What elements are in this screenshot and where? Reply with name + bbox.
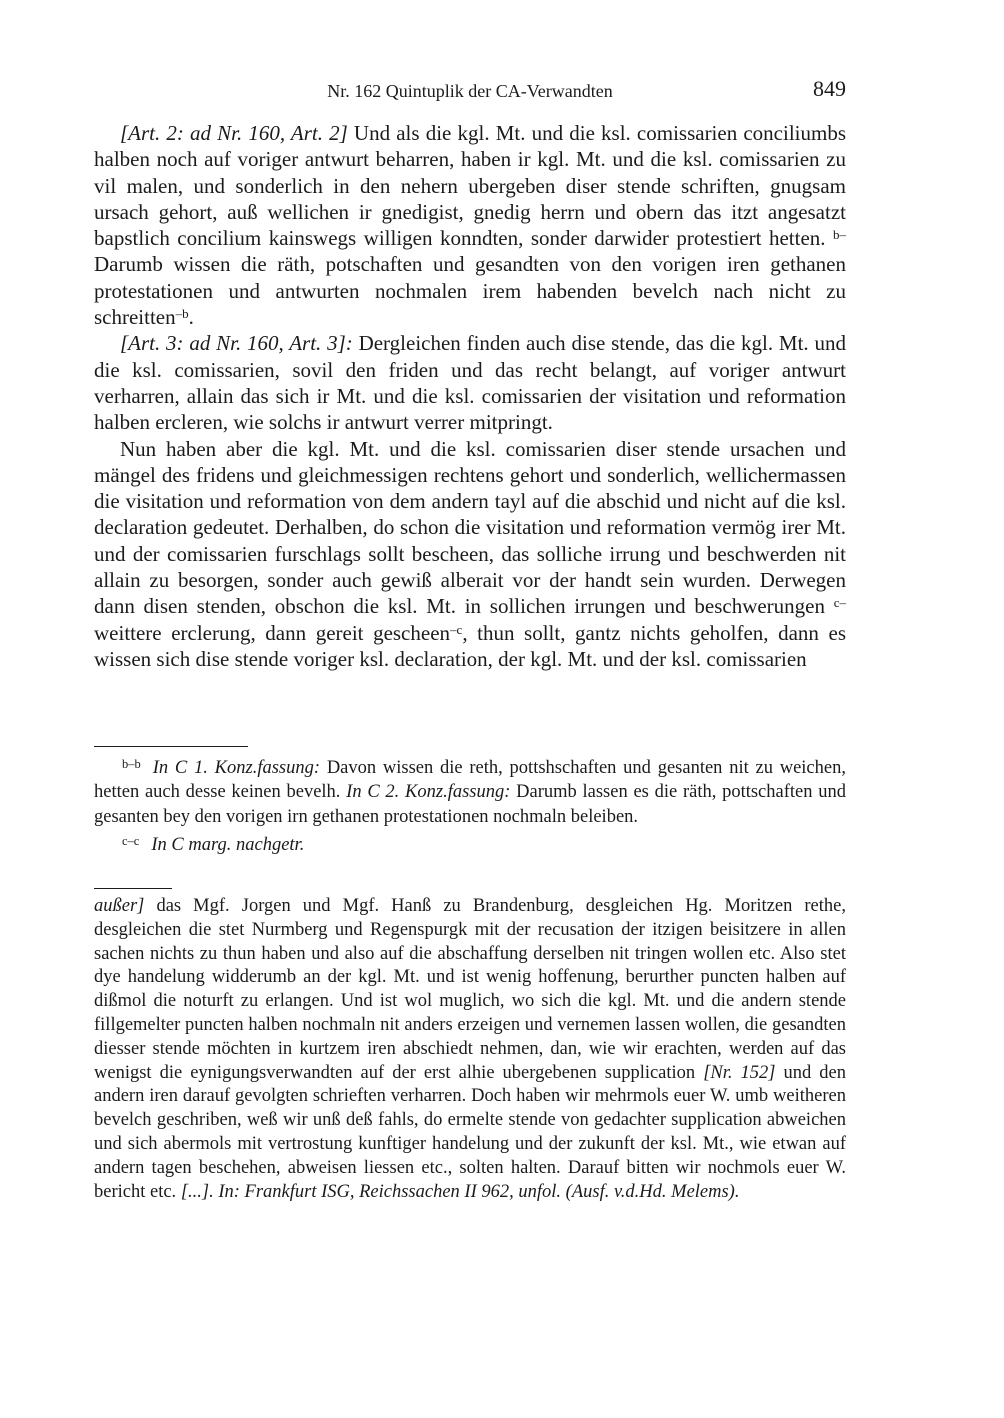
- footnote-source: In C 1. Konz.fassung:: [152, 758, 321, 778]
- footnote-source: In C marg. nachgetr.: [151, 835, 305, 856]
- document-reference: [Nr. 152]: [703, 1062, 776, 1083]
- running-title: Nr. 162 Quintuplik der CA-Verwandten: [327, 81, 613, 101]
- footnote-source: In C 2. Konz.fassung:: [346, 782, 511, 803]
- commentary-lemma: außer]: [94, 896, 145, 916]
- article-reference: [Art. 2: ad Nr. 160, Art. 2]: [120, 121, 348, 145]
- commentary-text: und den andern iren darauf gevolgten schrieften verharren. Doch haben wir mehrmols euer W. umb weitheren bevelch geschriben, weß wir unß deß fahls, do ermelte stende von gedachter supplication abweichen und sich abermols mit vertrostung kunftiger handelung und der zukunft der ksl. Mt., wie etwan auf andern tagen beschehen, abweisen liessen etc., solten halten. Darauf bitten wir nochmols euer W. bericht etc.: [94, 1062, 847, 1202]
- footnote-mark-b-close: –b: [175, 306, 189, 322]
- textual-footnotes: [94, 752, 846, 858]
- footnote-mark-c-open: c–: [833, 595, 846, 611]
- running-head: [94, 76, 846, 107]
- paragraph-art-2: [94, 120, 846, 330]
- footnote-mark-c-close: –c: [450, 621, 463, 637]
- footnote-label: b–b: [122, 757, 141, 771]
- commentary-text: das Mgf. Jorgen und Mgf. Hanß zu Brandenburg, desgleichen Hg. Moritzen rethe, desgleichen die stet Nurmberg und Regenspurgk mit der recusation der itzigen beisitzere in allen sachen nichts zu thun haben und also auf die abschaffung derselben nit tringen wollen etc. Also stet dye handelung widderumb an der kgl. Mt. und ist wenig hoffenung, berurther puncten halben auf dißmol die noturft zu erlangen. Und ist wol muglich, wo sich die kgl. Mt. und die andern stende fillgemelter puncten halben nochmaln nit anders erzeigen und vernemen lassen wollen, die gesandten diesser stende möchten in kurtzem iren abschiedt nehmen, dan, wie wir erachten, werden auf das wenigst die eynigungsverwandten auf der erst alhie ubergebenen supplication: [94, 896, 846, 1083]
- commentary-paragraph: [94, 895, 846, 1204]
- paragraph-text: Dergleichen finden auch dise stende, das die kgl. Mt. und die ksl. comissarien, sovil den friden und das recht belangt, auf voriger antwurt verharren, allain das sich ir Mt. und die ksl. comissarien der visitation und reformation halben ercleren, wie solchs ir antwurt verrer mitpringt.: [94, 331, 846, 435]
- main-text: [94, 120, 846, 672]
- paragraph-text: Und als die kgl. Mt. und die ksl. comissarien conciliumbs halben noch auf voriger antwurt beharren, haben ir kgl. Mt. und die ksl. comissarien zu vil malen, und sonderlich in den nehern ubergeben diser stende schriften, gnugsam ursach gehort, auß wellichen ir gnedigist, gnedig herrn und obern das itzt angesatzt bapstlich concilium kainswegs willigen konndten, sonder darwider protestiert hetten.: [94, 121, 847, 251]
- variant-text: weittere erclerung, dann gereit gescheen: [94, 620, 451, 645]
- commentary-rule: [94, 888, 172, 889]
- footnote-text: Darumb lassen es die räth, pottschaften und gesanten bey den vorigen irn gethanen protestationen nochmaln beleiben.: [94, 782, 846, 827]
- paragraph-end: .: [188, 305, 194, 330]
- paragraph-art-3: [94, 330, 846, 435]
- paragraph-nun-haben: [94, 436, 846, 673]
- paragraph-text: , thun sollt, gantz nichts geholfen, dann es wissen sich dise stende voriger ksl. declaration, der kgl. Mt. und der ksl. comissarien: [94, 620, 846, 671]
- footnote-text: Davon wissen die reth, pottshschaften und gesanten nit zu weichen, hetten auch desse keinen bevelh.: [94, 758, 846, 803]
- archival-source: [...]. In: Frankfurt ISG, Reichssachen II 962, unfol. (Ausf. v.d.Hd. Melems).: [180, 1181, 740, 1202]
- footnote-c: [94, 829, 846, 857]
- paragraph-text: Nun haben aber die kgl. Mt. und die ksl. comissarien diser stende ursachen und mängel des fridens und gleichmessigen rechtens gehort und sonderlich, wellichermassen die visitation und reformation von dem andern tayl auf die abschid und nicht auf die ksl. declaration gedeutet. Derhalben, do schon die visitation und reformation vermög irer Mt. und der comissarien furschlags sollt bescheen, das solliche irrung und beschwerden nit allain zu besorgen, sonder auch gewiß alberait vor der handt sein wurden. Derwegen dann disen stenden, obschon die ksl. Mt. in sollichen irrungen und beschwerungen: [94, 436, 846, 619]
- page-number: 849: [813, 76, 846, 101]
- article-reference: [Art. 3: ad Nr. 160, Art. 3]:: [120, 331, 353, 356]
- footnote-rule: [94, 746, 248, 747]
- footnote-label: c–c: [122, 834, 140, 849]
- footnote-mark-b-open: b–: [833, 227, 846, 243]
- variant-text: Darumb wissen die räth, potschaften und gesandten von den vorigen iren gethanen protestationen und antwurten nochmalen irem habenden bevelch nach nicht zu schreitten: [94, 252, 846, 330]
- commentary-continuation: [94, 895, 846, 1204]
- footnote-b: [94, 752, 846, 829]
